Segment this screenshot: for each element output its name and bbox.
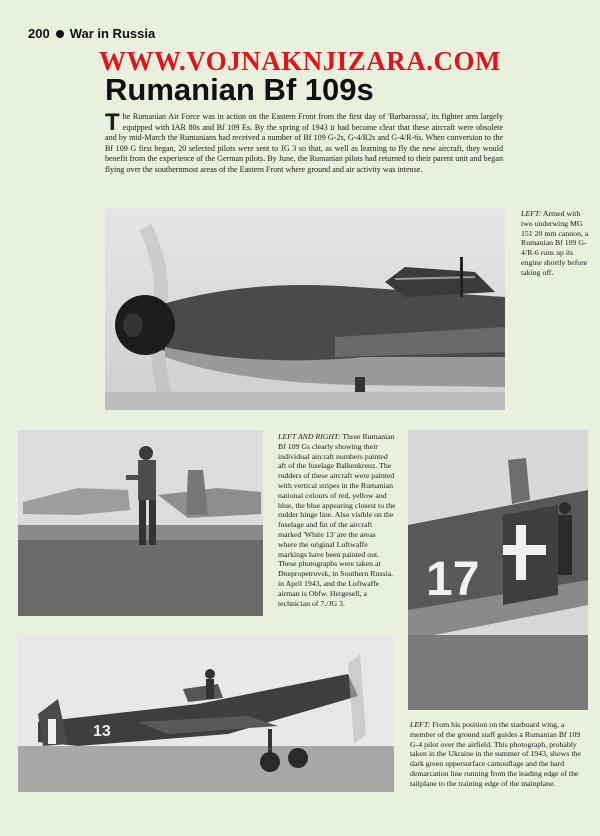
page-title: Rumanian Bf 109s: [105, 72, 374, 107]
caption-text: From his position on the starboard wing, a member of the ground staff guides a Rumanian Bf 109 G-4 pilot over the airfield. This photograph, probably taken in the Ukraine in the summer of 1943, shows the dark green uppersurface camouflage and the hard demarcation line running from the leading edge of the tailplane to the training edge of the mainplane.: [410, 720, 581, 788]
drop-cap: T: [105, 109, 120, 136]
caption-text: Three Rumanian Bf 109 Gs clearly showing their individual aircraft numbers painted aft of the fuselage Balkenkreuz. The rudders of these aircraft were painted with vertical stripes in the Rumanian national colours of red, yellow and blue, the blue appearing closest to the rudder hinge line. Also visible on the fuselage and fin of the aircraft marked 'White 13' are the areas where the original Luftwaffe markings have been painted out. These photographs were taken at Dnepropetrovsk, in Southern Russia, in April 1943, and the Luftwaffe airman is Obfw. Hergesell, a technician of 7./JG 3.: [278, 432, 396, 608]
section-name: War in Russia: [69, 26, 156, 41]
running-header: [28, 26, 155, 41]
intro-paragraph: [105, 109, 503, 176]
fuselage-number-13: 13: [93, 723, 111, 740]
caption-lead: LEFT AND RIGHT:: [278, 432, 341, 441]
photo-airman-airfield: [18, 430, 263, 616]
photo-bf109-taxiing: [18, 634, 394, 792]
watermark-url: WWW.VOJNAKNJIZARA.COM: [99, 46, 501, 76]
caption-top-right: [521, 209, 591, 278]
page-number: 200: [28, 26, 50, 41]
caption-lead: LEFT:: [521, 209, 542, 218]
intro-text: he Rumanian Air Force was in action on the Eastern Front from the first day of 'Barbarossa', its fighter arm largely equipped with IAR 80s and Bf 109 Es. By the spring of 1943 it had become clear that these aircraft were obsolete and by mid-March the Rumanians had received a number of Bf 109 G-2s, G-4/R2s and G-4/R-6s. When conversion to the Bf 109 G first began, 20 selected pilots were sent to JG 3 so that, as well as learning to fly the new aircraft, they would benefit from the experience of the German pilots. By June, the Rumanian pilots had returned to their parent unit and began flying over the southernmost areas of the Eastern Front where ground and air activity was intense.: [105, 112, 503, 174]
caption-bottom-right: [410, 720, 588, 789]
photo-bf109-runup: [105, 207, 505, 410]
caption-middle: [278, 432, 396, 608]
photo-fuselage-17: [408, 430, 588, 710]
caption-lead: LEFT:: [410, 720, 431, 729]
caption-text: Armed with two underwing MG 151 20 mm cannon, a Rumanian Bf 109 G-4/R-6 runs up its engine shortly before taking off.: [521, 209, 589, 277]
fuselage-number-17: 17: [426, 553, 480, 606]
bullet-icon: [56, 30, 64, 38]
